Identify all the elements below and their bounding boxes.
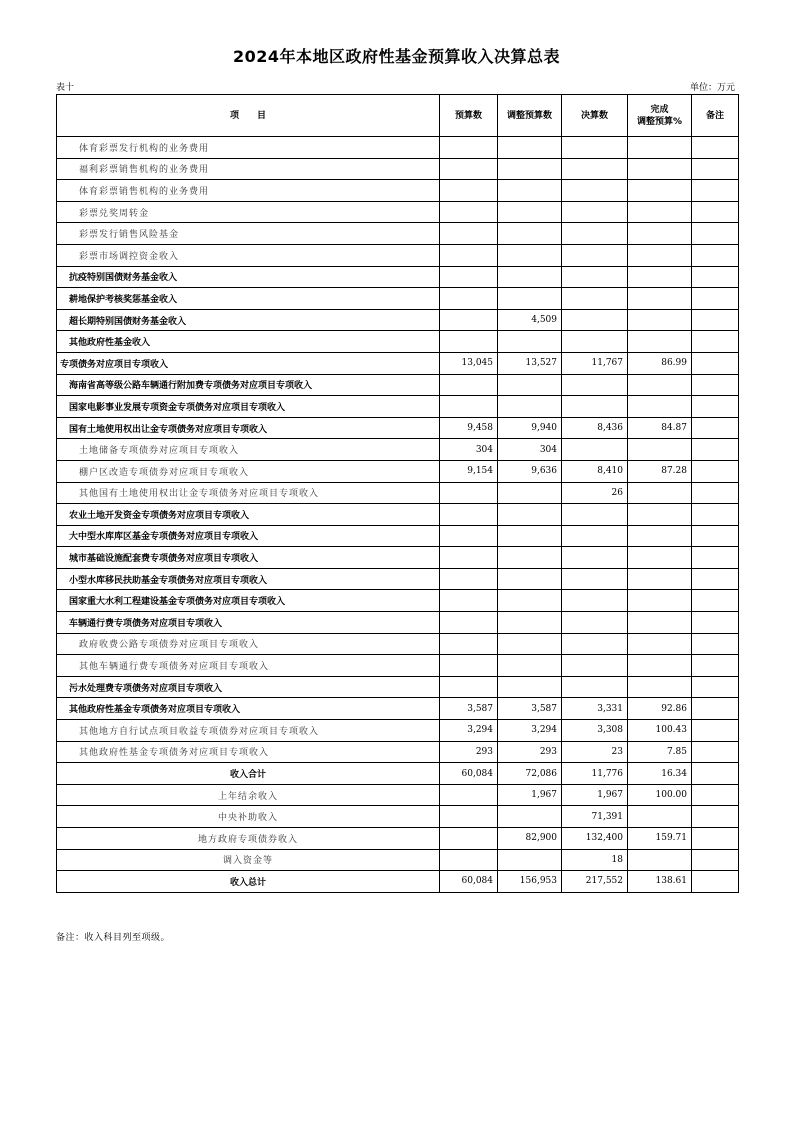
row-completion xyxy=(628,633,692,655)
row-adjusted: 156,953 xyxy=(498,871,562,893)
row-adjusted: 4,509 xyxy=(498,309,562,331)
row-budget xyxy=(440,137,498,159)
table-body xyxy=(57,137,739,893)
row-remark xyxy=(692,137,739,159)
row-completion xyxy=(628,331,692,353)
row-budget xyxy=(440,223,498,245)
header-budget: 预算数 xyxy=(440,95,498,137)
row-remark xyxy=(692,590,739,612)
row-adjusted: 82,900 xyxy=(498,828,562,850)
row-budget xyxy=(440,806,498,828)
row-completion xyxy=(628,288,692,310)
row-adjusted: 1,967 xyxy=(498,784,562,806)
table-row xyxy=(57,741,739,763)
row-completion xyxy=(628,201,692,223)
row-remark xyxy=(692,655,739,677)
table-row xyxy=(57,871,739,893)
row-final: 217,552 xyxy=(562,871,628,893)
row-final: 11,776 xyxy=(562,763,628,785)
row-name: 调入资金等 xyxy=(57,849,440,871)
row-final: 23 xyxy=(562,741,628,763)
row-adjusted xyxy=(498,223,562,245)
row-budget: 9,154 xyxy=(440,460,498,482)
table-row xyxy=(57,417,739,439)
row-final: 8,410 xyxy=(562,460,628,482)
row-budget xyxy=(440,568,498,590)
row-budget xyxy=(440,266,498,288)
row-adjusted xyxy=(498,655,562,677)
row-remark xyxy=(692,828,739,850)
row-completion xyxy=(628,137,692,159)
row-completion: 138.61 xyxy=(628,871,692,893)
row-completion: 87.28 xyxy=(628,460,692,482)
table-row xyxy=(57,266,739,288)
row-adjusted xyxy=(498,396,562,418)
row-final xyxy=(562,439,628,461)
row-final: 8,436 xyxy=(562,417,628,439)
row-budget xyxy=(440,676,498,698)
row-budget xyxy=(440,849,498,871)
table-row xyxy=(57,352,739,374)
row-completion xyxy=(628,676,692,698)
row-budget xyxy=(440,288,498,310)
row-budget xyxy=(440,244,498,266)
row-remark xyxy=(692,504,739,526)
table-row xyxy=(57,633,739,655)
row-budget xyxy=(440,612,498,634)
row-remark xyxy=(692,612,739,634)
row-name: 上年结余收入 xyxy=(57,784,440,806)
row-final xyxy=(562,568,628,590)
row-budget xyxy=(440,331,498,353)
row-remark xyxy=(692,352,739,374)
table-row xyxy=(57,612,739,634)
row-completion: 100.43 xyxy=(628,720,692,742)
row-name: 车辆通行费专项债务对应项目专项收入 xyxy=(57,612,440,634)
row-final: 71,391 xyxy=(562,806,628,828)
header-completion: 完成 调整预算% xyxy=(628,95,692,137)
row-adjusted xyxy=(498,676,562,698)
row-adjusted: 9,940 xyxy=(498,417,562,439)
row-completion xyxy=(628,806,692,828)
row-remark xyxy=(692,244,739,266)
row-name: 农业土地开发资金专项债务对应项目专项收入 xyxy=(57,504,440,526)
row-remark xyxy=(692,396,739,418)
row-budget xyxy=(440,396,498,418)
row-remark xyxy=(692,741,739,763)
table-row xyxy=(57,655,739,677)
row-name: 地方政府专项债券收入 xyxy=(57,828,440,850)
row-completion xyxy=(628,482,692,504)
row-budget: 9,458 xyxy=(440,417,498,439)
row-adjusted: 72,086 xyxy=(498,763,562,785)
row-completion xyxy=(628,590,692,612)
row-budget xyxy=(440,482,498,504)
row-completion: 92.86 xyxy=(628,698,692,720)
table-row xyxy=(57,288,739,310)
row-name: 体育彩票销售机构的业务费用 xyxy=(57,180,440,202)
row-final xyxy=(562,633,628,655)
row-remark xyxy=(692,720,739,742)
row-adjusted xyxy=(498,374,562,396)
row-name: 彩票兑奖周转金 xyxy=(57,201,440,223)
row-completion xyxy=(628,525,692,547)
row-remark xyxy=(692,849,739,871)
row-completion: 86.99 xyxy=(628,352,692,374)
header-final: 决算数 xyxy=(562,95,628,137)
row-completion: 16.34 xyxy=(628,763,692,785)
table-row xyxy=(57,201,739,223)
table-row xyxy=(57,180,739,202)
row-final: 3,308 xyxy=(562,720,628,742)
row-name: 污水处理费专项债务对应项目专项收入 xyxy=(57,676,440,698)
row-budget xyxy=(440,374,498,396)
row-completion xyxy=(628,244,692,266)
table-row xyxy=(57,309,739,331)
row-budget xyxy=(440,525,498,547)
row-remark xyxy=(692,460,739,482)
row-name: 海南省高等级公路车辆通行附加费专项债务对应项目专项收入 xyxy=(57,374,440,396)
row-budget xyxy=(440,547,498,569)
row-name: 其他国有土地使用权出让金专项债务对应项目专项收入 xyxy=(57,482,440,504)
row-name: 其他政府性基金专项债务对应项目专项收入 xyxy=(57,741,440,763)
row-name: 收入合计 xyxy=(57,763,440,785)
table-row xyxy=(57,460,739,482)
row-name: 彩票市场调控资金收入 xyxy=(57,244,440,266)
row-completion xyxy=(628,309,692,331)
row-completion xyxy=(628,223,692,245)
row-name: 超长期特别国债财务基金收入 xyxy=(57,309,440,331)
row-name: 其他车辆通行费专项债务对应项目专项收入 xyxy=(57,655,440,677)
row-adjusted xyxy=(498,180,562,202)
row-completion xyxy=(628,612,692,634)
row-name: 体育彩票发行机构的业务费用 xyxy=(57,137,440,159)
header-remark: 备注 xyxy=(692,95,739,137)
row-adjusted: 3,587 xyxy=(498,698,562,720)
row-name: 国家电影事业发展专项资金专项债务对应项目专项收入 xyxy=(57,396,440,418)
row-budget xyxy=(440,309,498,331)
row-final xyxy=(562,612,628,634)
row-adjusted xyxy=(498,806,562,828)
row-adjusted xyxy=(498,568,562,590)
row-adjusted xyxy=(498,201,562,223)
row-remark xyxy=(692,374,739,396)
row-adjusted xyxy=(498,633,562,655)
row-adjusted xyxy=(498,849,562,871)
row-remark xyxy=(692,331,739,353)
row-remark xyxy=(692,633,739,655)
budget-table xyxy=(56,94,739,893)
table-row xyxy=(57,698,739,720)
row-completion: 7.85 xyxy=(628,741,692,763)
row-final xyxy=(562,331,628,353)
row-name: 收入总计 xyxy=(57,871,440,893)
row-budget xyxy=(440,180,498,202)
table-row xyxy=(57,331,739,353)
row-budget xyxy=(440,784,498,806)
row-budget xyxy=(440,158,498,180)
row-final: 11,767 xyxy=(562,352,628,374)
row-remark xyxy=(692,439,739,461)
row-budget xyxy=(440,590,498,612)
row-remark xyxy=(692,525,739,547)
row-remark xyxy=(692,180,739,202)
row-remark xyxy=(692,288,739,310)
row-final xyxy=(562,396,628,418)
row-final xyxy=(562,244,628,266)
row-final: 26 xyxy=(562,482,628,504)
row-name: 城市基础设施配套费专项债务对应项目专项收入 xyxy=(57,547,440,569)
row-remark xyxy=(692,223,739,245)
row-remark xyxy=(692,784,739,806)
table-row xyxy=(57,720,739,742)
row-completion xyxy=(628,547,692,569)
row-final: 1,967 xyxy=(562,784,628,806)
row-adjusted xyxy=(498,158,562,180)
row-name: 彩票发行销售风险基金 xyxy=(57,223,440,245)
row-final: 3,331 xyxy=(562,698,628,720)
row-adjusted xyxy=(498,482,562,504)
row-adjusted: 3,294 xyxy=(498,720,562,742)
row-budget xyxy=(440,633,498,655)
row-budget xyxy=(440,201,498,223)
table-row xyxy=(57,223,739,245)
row-name: 棚户区改造专项债券对应项目专项收入 xyxy=(57,460,440,482)
row-remark xyxy=(692,547,739,569)
table-row xyxy=(57,504,739,526)
table-row xyxy=(57,828,739,850)
row-remark xyxy=(692,676,739,698)
row-final xyxy=(562,525,628,547)
row-remark xyxy=(692,698,739,720)
row-final xyxy=(562,201,628,223)
table-row xyxy=(57,547,739,569)
row-name: 福利彩票销售机构的业务费用 xyxy=(57,158,440,180)
row-final xyxy=(562,655,628,677)
row-budget xyxy=(440,504,498,526)
row-remark xyxy=(692,482,739,504)
row-budget: 60,084 xyxy=(440,871,498,893)
row-remark xyxy=(692,871,739,893)
row-budget: 3,294 xyxy=(440,720,498,742)
row-name: 土地储备专项债券对应项目专项收入 xyxy=(57,439,440,461)
row-completion xyxy=(628,439,692,461)
table-row xyxy=(57,482,739,504)
row-completion xyxy=(628,158,692,180)
footnote: 备注：收入科目列至项级。 xyxy=(56,933,171,943)
row-remark xyxy=(692,309,739,331)
row-final: 18 xyxy=(562,849,628,871)
row-name: 其他地方自行试点项目收益专项债券对应项目专项收入 xyxy=(57,720,440,742)
row-budget: 13,045 xyxy=(440,352,498,374)
row-budget xyxy=(440,828,498,850)
row-adjusted: 293 xyxy=(498,741,562,763)
row-completion: 159.71 xyxy=(628,828,692,850)
row-completion xyxy=(628,374,692,396)
row-adjusted: 9,636 xyxy=(498,460,562,482)
row-name: 国有土地使用权出让金专项债务对应项目专项收入 xyxy=(57,417,440,439)
row-name: 大中型水库库区基金专项债务对应项目专项收入 xyxy=(57,525,440,547)
row-adjusted xyxy=(498,547,562,569)
table-row xyxy=(57,590,739,612)
table-row xyxy=(57,784,739,806)
row-name: 小型水库移民扶助基金专项债务对应项目专项收入 xyxy=(57,568,440,590)
row-completion xyxy=(628,504,692,526)
table-row xyxy=(57,158,739,180)
row-completion: 100.00 xyxy=(628,784,692,806)
row-completion xyxy=(628,266,692,288)
header-adjusted: 调整预算数 xyxy=(498,95,562,137)
table-row xyxy=(57,676,739,698)
table-row xyxy=(57,137,739,159)
row-completion: 84.87 xyxy=(628,417,692,439)
row-adjusted xyxy=(498,266,562,288)
row-adjusted: 13,527 xyxy=(498,352,562,374)
row-final xyxy=(562,266,628,288)
table-row xyxy=(57,806,739,828)
table-row xyxy=(57,244,739,266)
row-completion xyxy=(628,655,692,677)
row-budget: 293 xyxy=(440,741,498,763)
row-adjusted xyxy=(498,612,562,634)
row-adjusted xyxy=(498,137,562,159)
row-final xyxy=(562,374,628,396)
row-name: 中央补助收入 xyxy=(57,806,440,828)
row-budget: 304 xyxy=(440,439,498,461)
row-remark xyxy=(692,201,739,223)
row-adjusted xyxy=(498,525,562,547)
table-number: 表十 xyxy=(56,83,75,93)
row-final xyxy=(562,547,628,569)
table-row xyxy=(57,439,739,461)
row-final xyxy=(562,676,628,698)
table-row xyxy=(57,396,739,418)
table-header-row xyxy=(57,95,739,137)
header-item: 项 目 xyxy=(57,95,440,137)
row-final xyxy=(562,504,628,526)
row-name: 抗疫特别国债财务基金收入 xyxy=(57,266,440,288)
table-row xyxy=(57,849,739,871)
row-remark xyxy=(692,806,739,828)
row-name: 专项债务对应项目专项收入 xyxy=(57,352,440,374)
row-adjusted xyxy=(498,288,562,310)
table-row xyxy=(57,374,739,396)
table-row xyxy=(57,568,739,590)
page-title: 2024年本地区政府性基金预算收入决算总表 xyxy=(232,47,561,66)
table-row xyxy=(57,525,739,547)
row-final xyxy=(562,158,628,180)
row-name: 其他政府性基金收入 xyxy=(57,331,440,353)
row-remark xyxy=(692,158,739,180)
row-name: 耕地保护考核奖惩基金收入 xyxy=(57,288,440,310)
row-completion xyxy=(628,396,692,418)
row-remark xyxy=(692,763,739,785)
table-row xyxy=(57,763,739,785)
row-remark xyxy=(692,266,739,288)
row-completion xyxy=(628,568,692,590)
row-remark xyxy=(692,568,739,590)
row-completion xyxy=(628,180,692,202)
row-name: 国家重大水利工程建设基金专项债务对应项目专项收入 xyxy=(57,590,440,612)
row-remark xyxy=(692,417,739,439)
row-adjusted xyxy=(498,590,562,612)
row-budget xyxy=(440,655,498,677)
row-final xyxy=(562,309,628,331)
row-final: 132,400 xyxy=(562,828,628,850)
unit-label: 单位：万元 xyxy=(689,83,735,93)
row-final xyxy=(562,180,628,202)
row-final xyxy=(562,223,628,245)
row-budget: 3,587 xyxy=(440,698,498,720)
row-adjusted xyxy=(498,504,562,526)
row-budget: 60,084 xyxy=(440,763,498,785)
row-name: 其他政府性基金专项债务对应项目专项收入 xyxy=(57,698,440,720)
row-final xyxy=(562,590,628,612)
row-final xyxy=(562,137,628,159)
row-name: 政府收费公路专项债券对应项目专项收入 xyxy=(57,633,440,655)
row-adjusted: 304 xyxy=(498,439,562,461)
row-adjusted xyxy=(498,331,562,353)
row-final xyxy=(562,288,628,310)
row-adjusted xyxy=(498,244,562,266)
row-completion xyxy=(628,849,692,871)
